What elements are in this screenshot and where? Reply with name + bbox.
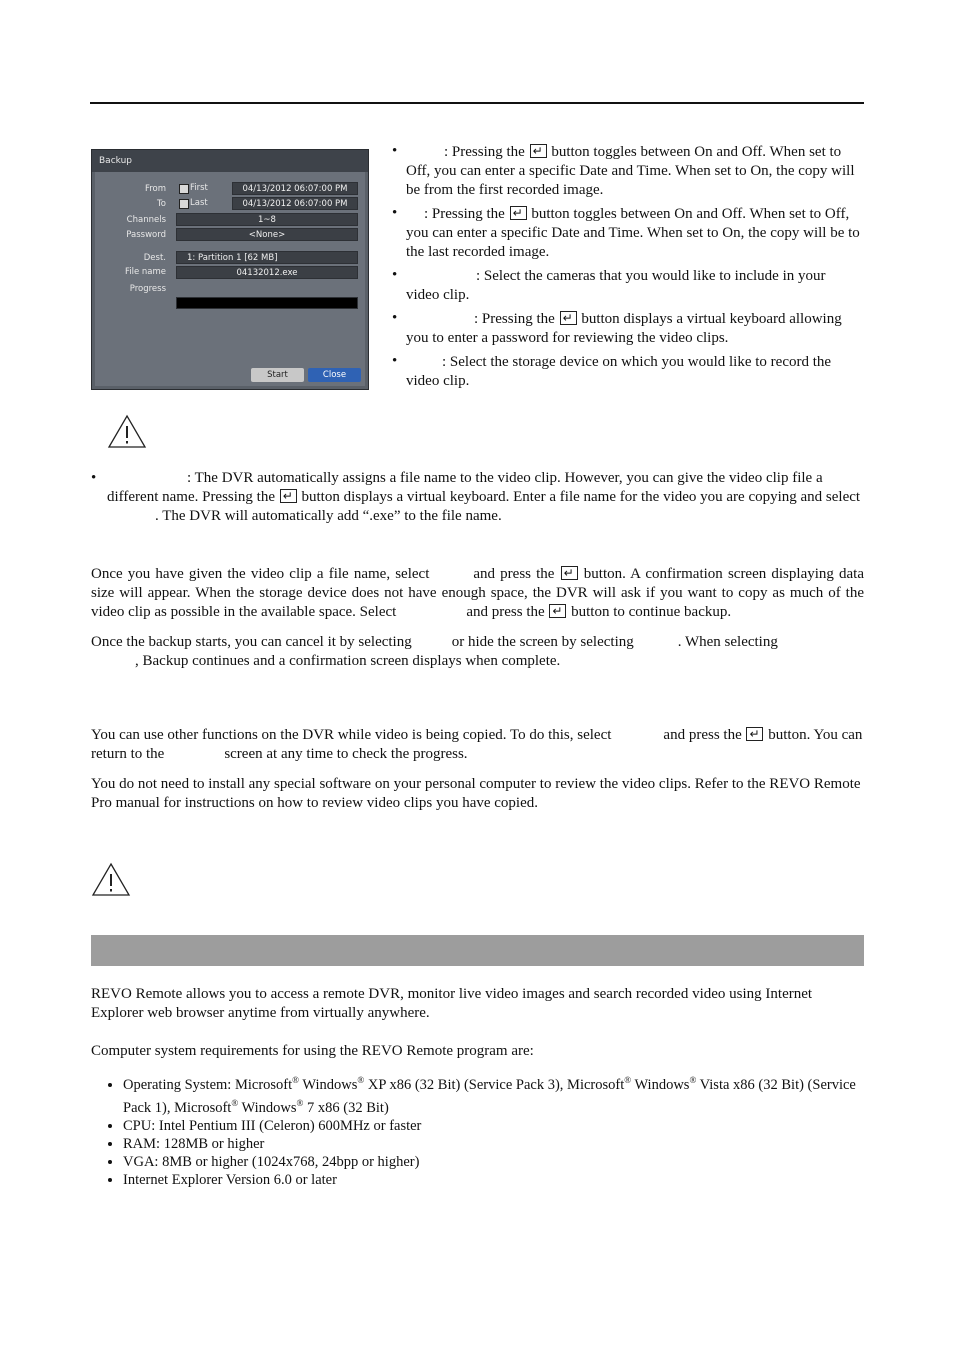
enter-icon	[510, 206, 527, 220]
last-caption: Last	[190, 198, 208, 208]
progress-label: Progress	[129, 284, 166, 294]
requirements-list	[91, 1071, 864, 1189]
backup-options-list	[392, 143, 862, 391]
first-caption: First	[190, 183, 208, 193]
enter-icon	[530, 144, 547, 158]
filename-field[interactable]: 04132012.exe	[176, 266, 358, 279]
list-item: • CPU: Intel Pentium III (Celeron) 600MHz or faster	[123, 1117, 864, 1135]
from-datetime-field[interactable]: 04/13/2012 06:07:00 PM	[232, 182, 358, 195]
warning-icon	[107, 414, 147, 450]
close-button[interactable]: Close	[308, 368, 361, 382]
list-item: • RAM: 128MB or higher	[123, 1135, 864, 1153]
header-rule	[90, 102, 864, 104]
enter-icon	[561, 566, 578, 580]
enter-icon	[746, 727, 763, 741]
enter-icon	[549, 604, 566, 618]
last-checkbox[interactable]	[179, 199, 189, 209]
dest-label: Dest.	[143, 253, 166, 263]
paragraph: REVO Remote allows you to access a remote DVR, monitor live video images and search recorded video using Internet Explorer web browser anytime from virtually anywhere.	[91, 986, 813, 1021]
first-checkbox[interactable]	[179, 184, 189, 194]
paragraph: Computer system requirements for using the REVO Remote program are:	[91, 1043, 534, 1059]
start-button[interactable]: Start	[251, 368, 304, 382]
channels-field[interactable]: 1~8	[176, 213, 358, 226]
list-item: • Internet Explorer Version 6.0 or later	[123, 1171, 864, 1189]
enter-icon	[280, 489, 297, 503]
filename-bullet	[91, 469, 864, 526]
warning-icon	[91, 862, 131, 898]
paragraph: Once you have given the video clip a file name, select and press the ↵ button. A confirmation screen displaying data size will appear. When the storage device does not have enough space, the DVR will ask if you want to copy as much of the video clip as possible in the available space. Select and press the ↵ button to continue backup.	[91, 565, 864, 622]
list-item: • VGA: 8MB or higher (1024x768, 24bpp or higher)	[123, 1153, 864, 1171]
paragraph: Once the backup starts, you can cancel it by selecting or hide the screen by selecting . When selecting , Backup continues and a confirmation screen displays when complete.	[91, 634, 778, 669]
list-item: • : The DVR automatically assigns a file name to the video clip. However, you can give the video clip file a different name. Pressing the ↵ button displays a virtual keyboard. Enter a file name for the video you are copying and select. The DVR will automatically add “.exe” to the file name.	[91, 469, 864, 526]
dialog-title: Backup	[92, 150, 368, 172]
progress-bar	[176, 297, 358, 309]
to-datetime-field[interactable]: 04/13/2012 06:07:00 PM	[232, 197, 358, 210]
password-label: Password	[126, 230, 166, 240]
to-label: To	[157, 199, 166, 209]
from-label: From	[144, 184, 166, 194]
list-item: • : Select the cameras that you would like to include in your video clip.	[392, 267, 826, 303]
backup-dialog-screenshot	[91, 149, 369, 390]
section-header-bar	[91, 935, 864, 966]
enter-icon	[560, 311, 577, 325]
filename-label: File name	[124, 267, 166, 277]
channels-label: Channels	[126, 215, 166, 225]
list-item: • : Pressing the ↵ button toggles between On and Off. When set to Off, you can enter a specific Date and Time. When set to On, the copy will be from the first recorded image.	[392, 143, 862, 200]
list-item: • : Pressing the ↵ button toggles between On and Off. When set to Off, you can enter a specific Date and Time. When set to On, the copy will be to the last recorded image.	[392, 205, 862, 262]
password-field[interactable]: <None>	[176, 228, 358, 241]
list-item: • : Pressing the ↵ button displays a virtual keyboard allowing you to enter a password for reviewing the video clips.	[392, 310, 862, 348]
paragraph: You can use other functions on the DVR while video is being copied. To do this, select and press the ↵ button. You can return to the screen at any time to check the progress.	[91, 726, 864, 764]
list-item: • : Select the storage device on which you would like to record the video clip.	[392, 353, 832, 389]
dest-field[interactable]: 1: Partition 1 [62 MB]	[176, 251, 358, 264]
paragraph: You do not need to install any special software on your personal computer to review the video clips. Refer to the REVO Remote Pro manual for instructions on how to review video clips you have copied.	[91, 776, 861, 811]
list-item: • Operating System: Microsoft® Windows® XP x86 (32 Bit) (Service Pack 3), Microsoft® Windows® Vista x86 (32 Bit) (Service Pack 1), Microsoft® Windows® 7 x86 (32 Bit)	[123, 1071, 864, 1117]
